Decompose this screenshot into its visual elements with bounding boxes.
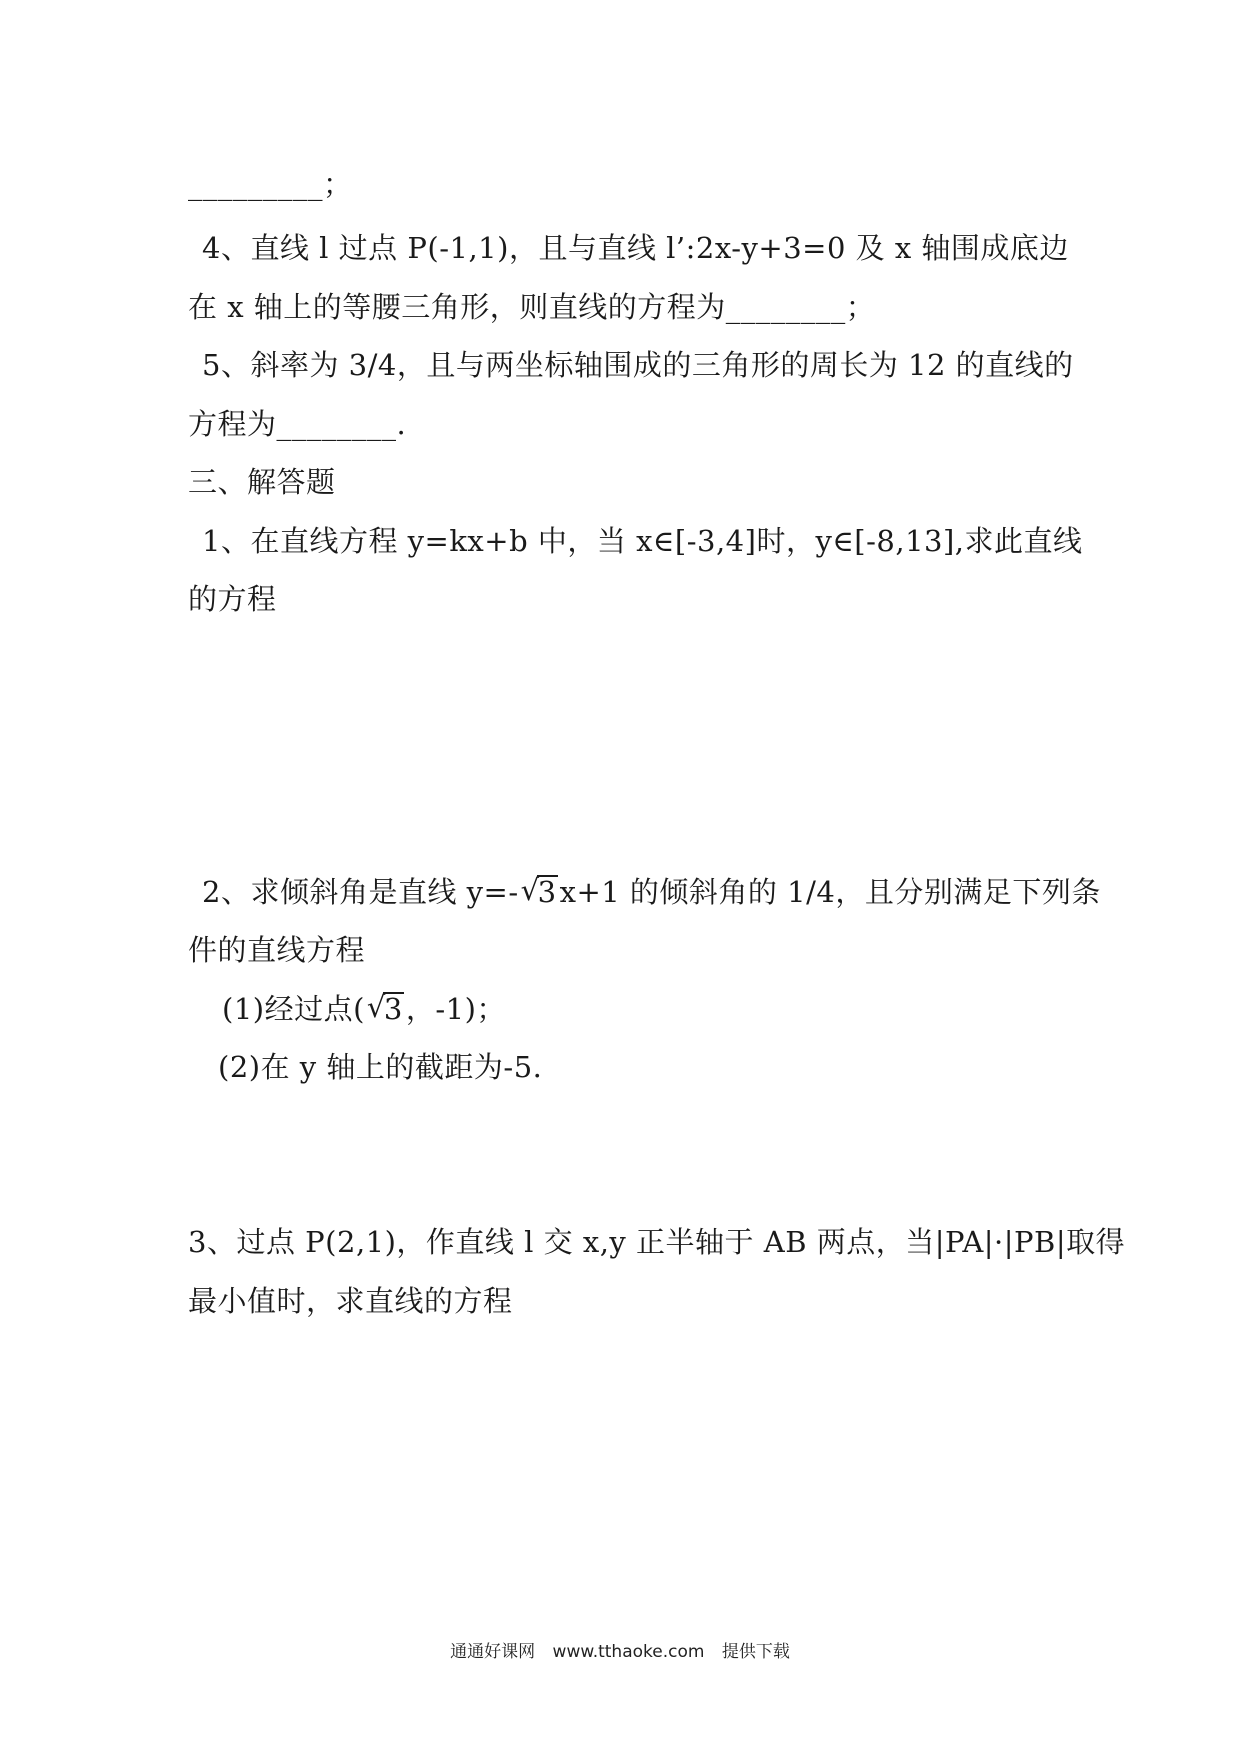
sqrt-symbol	[521, 872, 558, 912]
footer-site-name: 通通好课网	[450, 1642, 536, 1662]
answer-question-1-line-1: 1、在直线方程 y=kx+b 中，当 x∈[-3,4]时，y∈[-8,13],求此直线	[202, 524, 1083, 558]
sqrt-radicand: 3	[383, 992, 403, 1026]
question-4-line-1: 4、直线 l 过点 P(-1,1)，且与直线 l’:2x-y+3=0 及 x 轴围成底边	[202, 231, 1069, 265]
answer-blank-continuation: _________；	[188, 167, 353, 201]
footer-url: www.tthaoke.com	[552, 1642, 705, 1662]
sqrt-symbol	[367, 989, 404, 1029]
q2-text-before-sqrt: 2、求倾斜角是直线 y=-	[202, 875, 519, 909]
footer-suffix: 提供下载	[721, 1642, 790, 1662]
question-4-line-2: 在 x 轴上的等腰三角形，则直线的方程为________；	[188, 290, 876, 324]
q2-text-after-sqrt: x+1 的倾斜角的 1/4，且分别满足下列条	[559, 875, 1101, 909]
answer-question-3-line-1: 3、过点 P(2,1)，作直线 l 交 x,y 正半轴于 AB 两点，当|PA|·|PB|取得	[188, 1225, 1126, 1259]
sub1-text-before-sqrt: (1)经过点(	[222, 992, 365, 1026]
answer-question-2-sub-2: (2)在 y 轴上的截距为-5.	[218, 1050, 543, 1084]
question-5-line-2: 方程为________.	[188, 407, 407, 441]
answer-question-2-line-1	[202, 872, 1101, 912]
section-title: 三、解答题	[188, 465, 336, 499]
answer-question-3-line-2: 最小值时，求直线的方程	[188, 1284, 513, 1318]
answer-question-2-sub-1	[222, 989, 506, 1029]
answer-question-2-line-2: 件的直线方程	[188, 933, 366, 967]
sub1-text-after-sqrt: ，-1)；	[405, 992, 506, 1026]
question-5-line-1: 5、斜率为 3/4，且与两坐标轴围成的三角形的周长为 12 的直线的	[202, 348, 1074, 382]
answer-question-1-line-2: 的方程	[188, 582, 277, 616]
page-footer	[0, 1637, 1240, 1662]
sqrt-radicand: 3	[537, 875, 557, 909]
